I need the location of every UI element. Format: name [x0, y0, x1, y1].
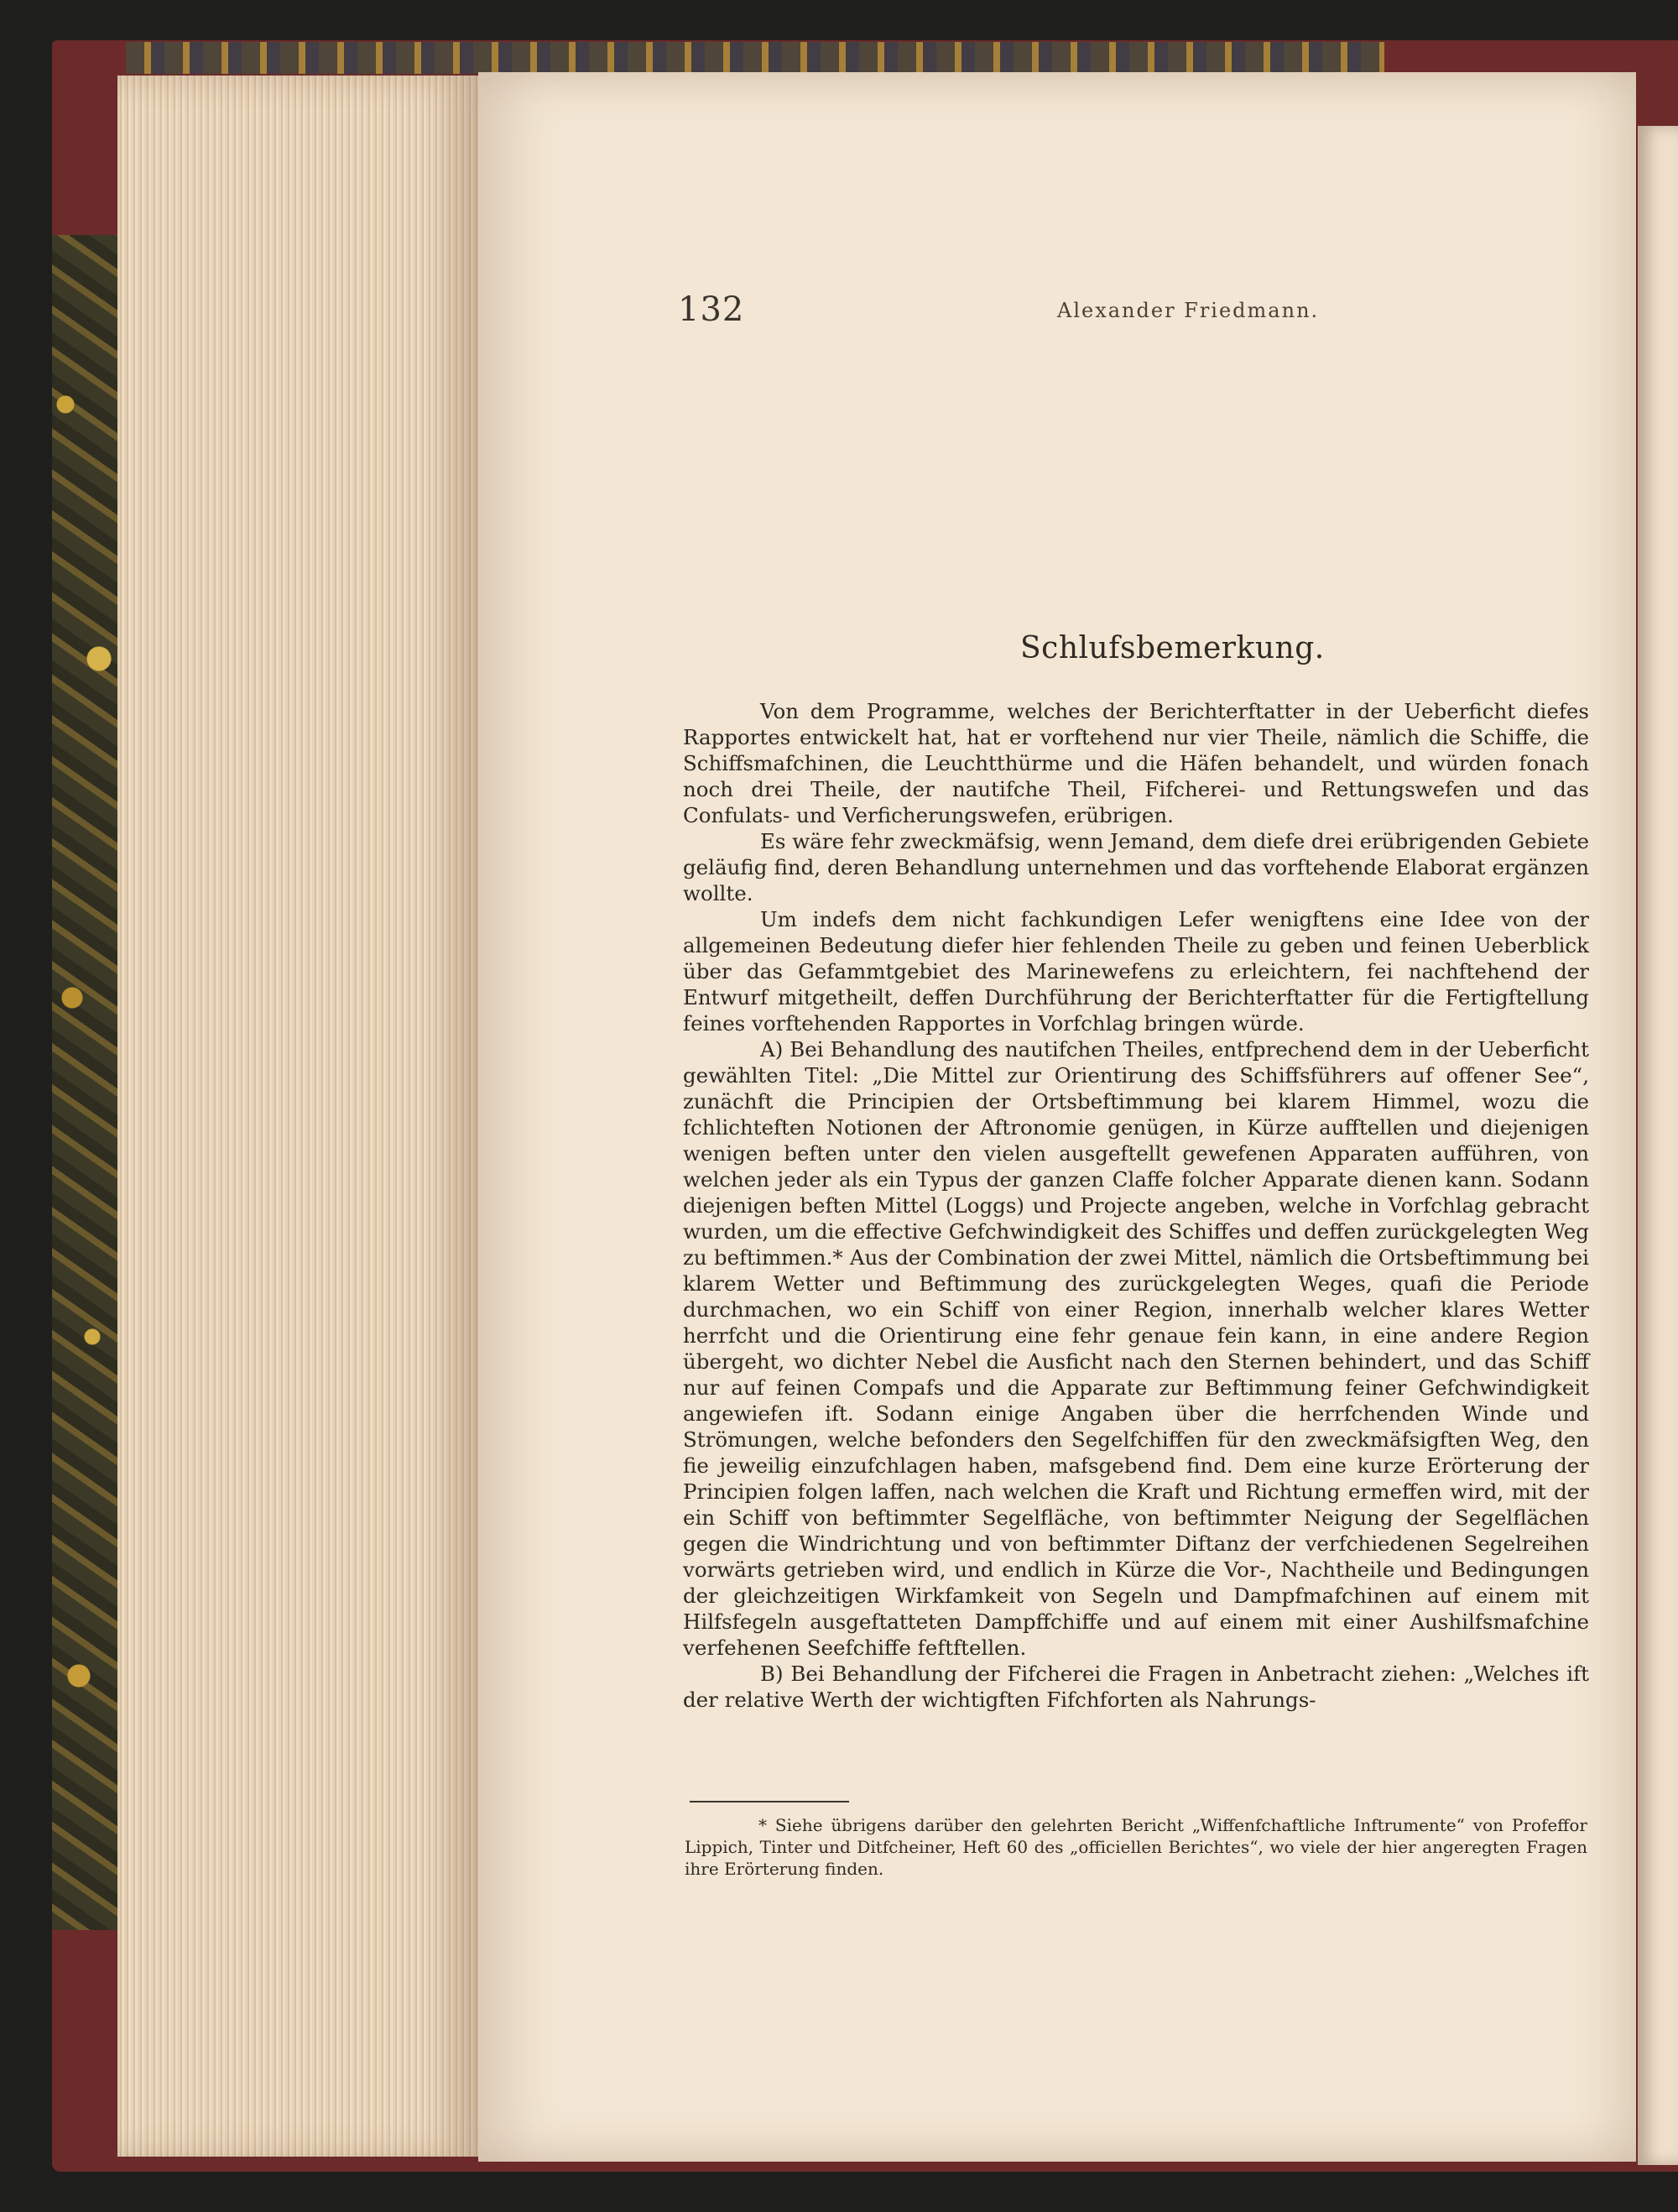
paragraph: Von dem Programme, welches der Berichterftatter in der Ueberficht diefes Rapportes entwickelt hat, hat er vorftehend nur vier Theile, nämlich die Schiffe, die Schiffsmafchinen, die Leuchtthürme und die Häfen behandelt, und würden fonach noch drei Theile, der nautifche Theil, Fifcherei- und Rettungswefen und das Confulats- und Verficherungswefen, erübrigen. — [683, 699, 1589, 827]
footnote: * Siehe übrigens darüber den gelehrten Bericht „Wiffenfchaftliche Inftrumente“ von Profeffor Lippich, Tinter und Ditfcheiner, Heft 60 des „officiellen Berichtes“, wo viele der hier angeregten Fragen ihre Erörterung finden. — [685, 1815, 1587, 1879]
running-head-author: Alexander Friedmann. — [1057, 299, 1320, 322]
footnote-separator — [690, 1801, 849, 1802]
section-title: Schlufsbemerkung. — [1020, 631, 1325, 665]
paragraph: A) Bei Behandlung des nautifchen Theiles, entfprechend dem in der Ueberficht gewählten Titel: „Die Mittel zur Orientirung des Schiffsführers auf offener See“, zunächft die Principien der Ortsbeftimmung bei klarem Himmel, wozu die fchlichteften Notionen der Aftronomie genügen, in Kürze aufftellen und diejenigen wenigen beften unter den vielen ausgeftellt gewefenen Apparaten aufführen, von welchen jeder als ein Typus der ganzen Claffe folcher Apparate dienen kann. Sodann diejenigen beften Mittel (Loggs) und Projecte angeben, welche in Vorfchlag gebracht wurden, um die effective Gefchwindigkeit des Schiffes und deffen zurückgelegten Weg zu beftimmen.* Aus der Combination der zwei Mittel, nämlich die Ortsbeftimmung bei klarem Wetter und Beftimmung des zurückgelegten Weges, quafi die Periode durchmachen, wo ein Schiff von einer Region, innerhalb welcher klares Wetter herrfcht und die Orientirung eine fehr genaue fein kann, in eine andere Region übergeht, wo dichter Nebel die Ausficht nach den Sternen behindert, und das Schiff nur auf feinen Compafs und die Apparate zur Beftimmung feiner Gefchwindigkeit angewiefen ift. Sodann einige Angaben über die herrfchenden Winde und Strömungen, welche befonders den Segelfchiffen für den zweckmäfsigften Weg, den fie jeweilig einzufchlagen haben, mafsgebend find. Dem eine kurze Erörterung der Principien folgen laffen, nach welchen die Kraft und Richtung ermeffen wird, mit der ein Schiff von beftimmter Segelfläche, von beftimmter Neigung der Segelflächen gegen die Windrichtung und von beftimmter Diftanz der verfchiedenen Segelreihen vorwärts getrieben wird, und endlich in Kürze die Vor-, Nachtheile und Bedingungen der gleichzeitigen Wirkfamkeit von Segeln und Dampfmafchinen auf einem mit Hilfsfegeln ausgeftatteten Dampffchiffe und auf einem mit einer Aushilfsmafchine verfehenen Seefchiffe feftftellen. — [683, 1037, 1589, 1660]
body-text — [683, 698, 1589, 1713]
paragraph: B) Bei Behandlung der Fifcherei die Fragen in Anbetracht ziehen: „Welches ift der relative Werth der wichtigften Fifchforten als Nahrungs- — [683, 1662, 1589, 1712]
paragraph: Um indefs dem nicht fachkundigen Lefer wenigftens eine Idee von der allgemeinen Bedeutung diefer hier fehlenden Theile zu geben und feinen Ueberblick über das Gefammtgebiet des Marinewefens zu erleichtern, fei nachftehend der Entwurf mitgetheilt, deffen Durchführung der Berichterftatter für die Fertigftellung feines vorftehenden Rapportes in Vorfchlag bringen würde. — [683, 907, 1589, 1036]
page-number: 132 — [678, 290, 745, 329]
paragraph: Es wäre fehr zweckmäfsig, wenn Jemand, dem diefe drei erübrigenden Gebiete geläufig find, deren Behandlung unternehmen und das vorftehende Elaborat ergänzen wollte. — [683, 829, 1589, 905]
